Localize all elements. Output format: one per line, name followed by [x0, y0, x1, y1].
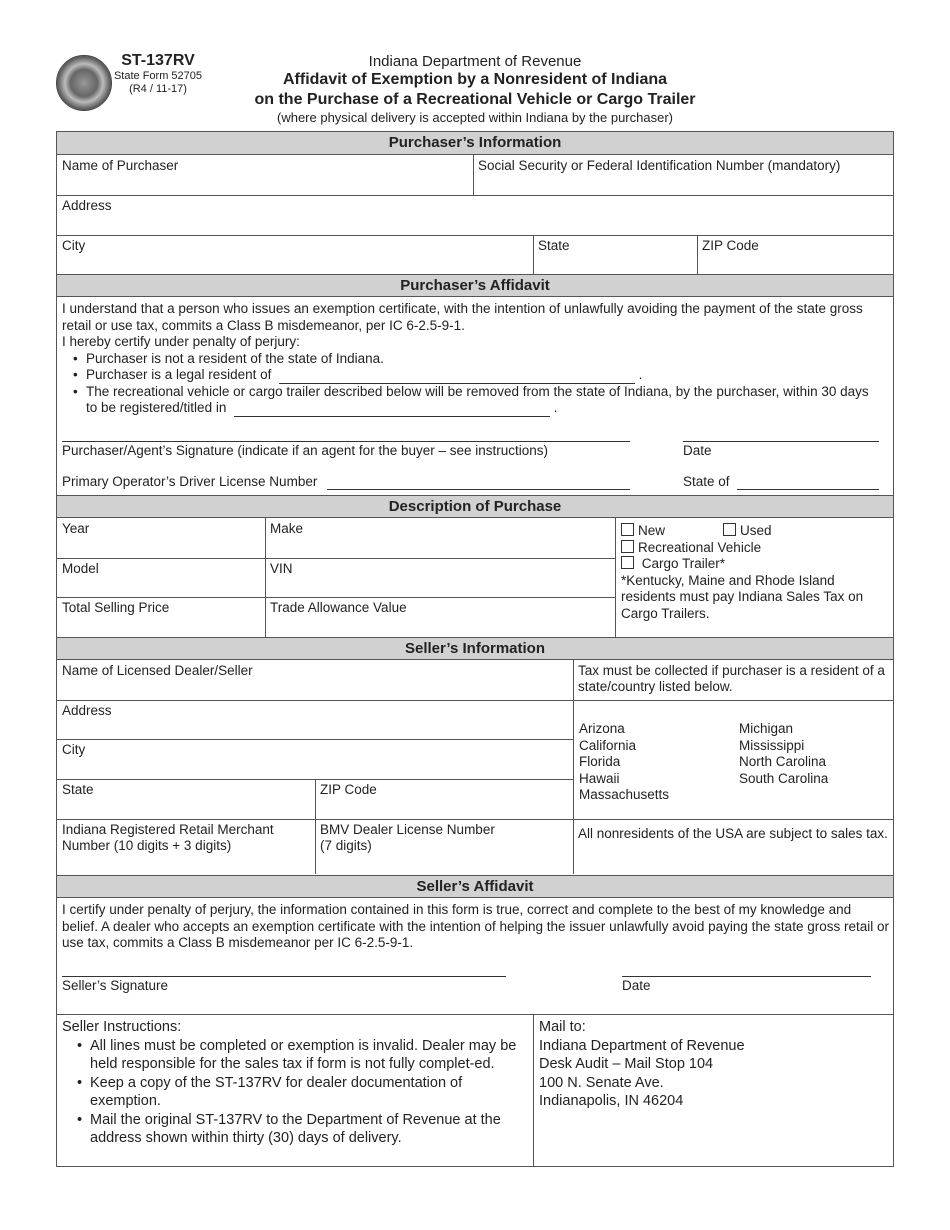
seller-city-field[interactable]: City [62, 742, 86, 757]
seller-affidavit-heading: Seller’s Affidavit [57, 875, 893, 898]
registration-state-blank[interactable] [234, 403, 550, 417]
affidavit-bullet: • Purchaser is not a resident of the state of Indiana. [86, 351, 890, 368]
purchaser-signature-label: Purchaser/Agent’s Signature (indicate if an agent for the buyer – see instructions) [62, 443, 549, 458]
form-body [56, 131, 894, 1167]
vehicle-type-options: New Used Recreational Vehicle Cargo Trailer* *Kentucky, Maine and Rhode Island residents must pay Indiana Sales Tax on Cargo Trailers. [621, 523, 891, 622]
mail-to-line: Desk Audit – Mail Stop 104 [539, 1056, 714, 1072]
mail-to-block [539, 1018, 889, 1111]
merchant-number-field[interactable]: Indiana Registered Retail Merchant Number (10 digits + 3 digits) [62, 822, 274, 853]
model-field[interactable]: Model [62, 561, 99, 576]
affidavit-text [62, 301, 890, 417]
affidavit-bullet: • Purchaser is a legal resident of . [86, 367, 890, 384]
purchaser-info-heading: Purchaser’s Information [57, 132, 893, 155]
seller-address-field[interactable]: Address [62, 703, 112, 718]
mail-to-line: Indianapolis, IN 46204 [539, 1093, 684, 1109]
purchaser-city-label: City [62, 238, 86, 253]
seller-signature-label: Seller’s Signature [62, 978, 169, 993]
mail-to-line: 100 N. Senate Ave. [539, 1074, 664, 1091]
purchaser-zip-label: ZIP Code [702, 238, 759, 253]
instruction-item: • All lines must be completed or exemption is invalid. Dealer may be held responsible for the sales tax if form is not fully complet-ed. [90, 1037, 528, 1074]
states-list-col2: Michigan Mississippi North Carolina South Carolina [739, 721, 829, 786]
mail-to-label: Mail to: [539, 1019, 586, 1035]
description-heading: Description of Purchase [57, 495, 893, 518]
title-block [200, 53, 750, 125]
driver-license-label: Primary Operator’s Driver License Number [62, 474, 318, 489]
vin-field[interactable]: VIN [270, 561, 293, 576]
used-checkbox[interactable] [723, 523, 736, 536]
instructions-heading: Seller Instructions: [62, 1019, 182, 1035]
trade-allowance-field[interactable]: Trade Allowance Value [270, 600, 407, 615]
state-seal-icon [56, 55, 112, 111]
department-name: Indiana Department of Revenue [368, 53, 582, 70]
form-title-line2: on the Purchase of a Recreational Vehicle or Cargo Trailer [254, 91, 696, 108]
purchaser-address-label: Address [62, 198, 112, 213]
cargo-trailer-checkbox[interactable] [621, 556, 634, 569]
purchaser-date-label: Date [683, 443, 712, 458]
form-code: ST-137RV [121, 52, 195, 69]
instruction-item: • Mail the original ST-137RV to the Department of Revenue at the address shown within thirty (30) days of delivery. [90, 1111, 528, 1148]
seller-state-field[interactable]: State [62, 782, 94, 797]
new-checkbox[interactable] [621, 523, 634, 536]
seller-date-label: Date [622, 978, 651, 993]
purchaser-address-field[interactable] [57, 195, 893, 235]
purchaser-date-line[interactable] [683, 441, 879, 442]
affidavit-bullets [62, 351, 890, 417]
seller-date-line[interactable] [622, 976, 871, 977]
bmv-license-field[interactable]: BMV Dealer License Number (7 digits) [320, 822, 495, 853]
affidavit-para2: I hereby certify under penalty of perjury: [62, 334, 300, 349]
affidavit-para1: I understand that a person who issues an exemption certificate, with the intention of unlawfully avoiding the payment of the state gross retail or use tax, commits a Class B misdemeanor, per IC 6-2.5-9-1. [62, 301, 863, 333]
seller-affidavit-text: I certify under penalty of perjury, the information contained in this form is true, correct and complete to the best of my knowledge and belief. A dealer who accepts an exemption certificate with the intention of helping the issuer unlawfully avoid paying the state gross retail or use tax, commits a Class B misdemeanor per IC 6-2.5-9-1. [62, 902, 889, 950]
seller-zip-field[interactable]: ZIP Code [320, 782, 377, 797]
form-title-line1: Affidavit of Exemption by a Nonresident of Indiana [282, 71, 668, 88]
purchaser-city-field[interactable] [57, 235, 533, 274]
purchaser-name-field[interactable] [57, 155, 473, 195]
purchaser-state-field[interactable] [533, 235, 697, 274]
total-price-field[interactable]: Total Selling Price [62, 600, 170, 615]
rv-checkbox[interactable] [621, 540, 634, 553]
form-id-block [113, 52, 203, 96]
purchaser-state-label: State [538, 238, 570, 253]
seller-instructions [62, 1018, 528, 1148]
affidavit-bullet: • The recreational vehicle or cargo trailer described below will be removed from the state of Indiana, by the purchaser, within 30 days to be registered/titled in . [86, 384, 890, 417]
cargo-trailer-note: *Kentucky, Maine and Rhode Island residents must pay Indiana Sales Tax on Cargo Trailers. [621, 572, 864, 621]
seller-info-heading: Seller’s Information [57, 637, 893, 660]
purchaser-signature-line[interactable] [62, 441, 630, 442]
year-field[interactable]: Year [62, 521, 90, 536]
purchaser-affidavit-heading: Purchaser’s Affidavit [57, 274, 893, 297]
make-field[interactable]: Make [270, 521, 304, 536]
state-of-line[interactable] [737, 489, 879, 490]
resident-state-blank[interactable] [279, 370, 635, 384]
state-of-label: State of [683, 474, 730, 489]
form-revision: (R4 / 11-17) [129, 83, 187, 95]
mail-to-line: Indiana Department of Revenue [539, 1037, 745, 1054]
purchaser-ssn-label: Social Security or Federal Identification Number (mandatory) [478, 158, 841, 173]
state-form-number: State Form 52705 [113, 70, 203, 82]
purchaser-zip-field[interactable] [697, 235, 893, 274]
purchaser-name-label: Name of Purchaser [62, 158, 179, 173]
nonresident-note: All nonresidents of the USA are subject to sales tax. [578, 826, 888, 841]
tax-collection-note: Tax must be collected if purchaser is a resident of a state/country listed below. [578, 663, 885, 694]
seller-signature-line[interactable] [62, 976, 506, 977]
purchaser-ssn-field[interactable] [473, 155, 894, 195]
states-list-col1: Arizona California Florida Hawaii Massachusetts [579, 721, 670, 802]
instruction-item: • Keep a copy of the ST-137RV for dealer documentation of exemption. [90, 1074, 528, 1111]
form-subtitle: (where physical delivery is accepted within Indiana by the purchaser) [277, 110, 673, 125]
dealer-name-field[interactable]: Name of Licensed Dealer/Seller [62, 663, 253, 678]
driver-license-line[interactable] [327, 489, 630, 490]
